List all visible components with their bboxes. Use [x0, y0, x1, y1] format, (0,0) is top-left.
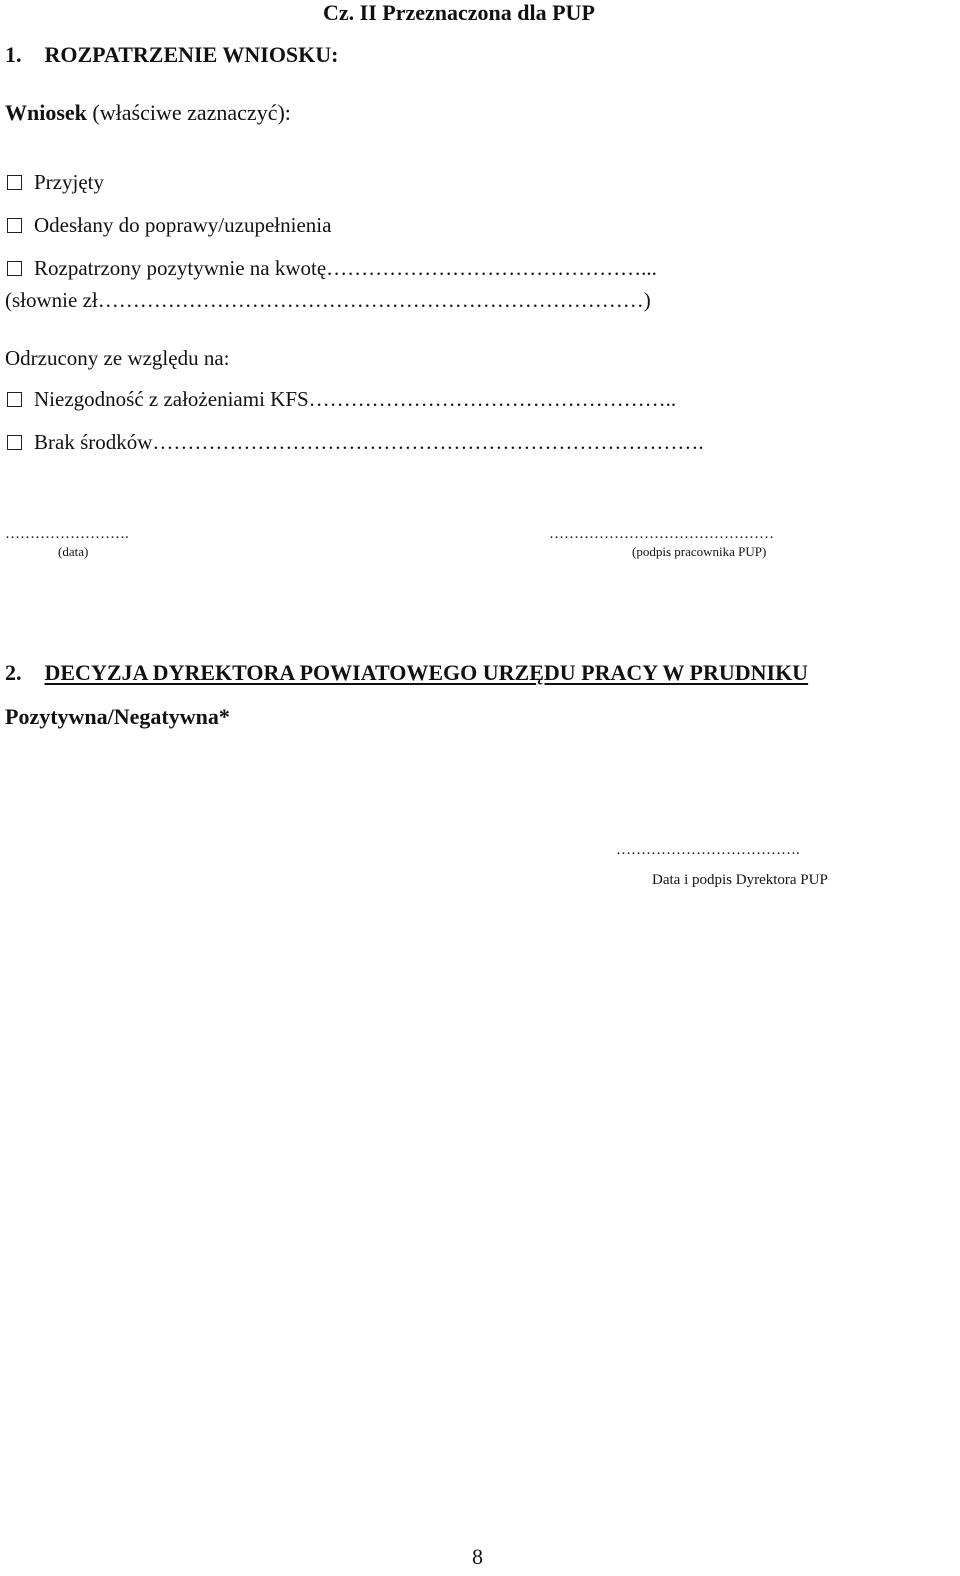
instruction-rest: (właściwe zaznaczyć): — [86, 100, 291, 125]
option-label: Przyjęty — [34, 170, 104, 194]
reject-option-funds[interactable] — [5, 430, 704, 455]
section2-number: 2. — [5, 660, 22, 685]
date-dots: ……………………. — [5, 526, 129, 542]
section1-title-text: ROZPATRZENIE WNIOSKU: — [44, 42, 339, 67]
date-caption: (data) — [58, 544, 89, 559]
option-returned[interactable] — [5, 213, 331, 238]
section1-number: 1. — [5, 42, 22, 67]
amount-in-words: (słownie zł……………………………………………………………………) — [5, 288, 651, 312]
option-label: Odesłany do poprawy/uzupełnienia — [34, 213, 332, 237]
section1-title — [5, 42, 339, 68]
page-number: 8 — [472, 1544, 483, 1569]
part-label: Cz. II Przeznaczona dla PUP — [323, 0, 595, 25]
option-label: Brak środków……………………………………………………………………. — [34, 430, 704, 454]
rejected-heading: Odrzucony ze względu na: — [5, 346, 230, 370]
director-dots: ………………………………. — [616, 842, 800, 858]
section2-title — [5, 660, 808, 686]
signature-caption: (podpis pracownika PUP) — [632, 544, 767, 559]
reject-option-kfs[interactable] — [5, 387, 676, 412]
checkbox-approved[interactable] — [7, 261, 22, 276]
instruction-line — [5, 100, 291, 126]
option-approved-amount[interactable] — [5, 256, 657, 281]
decision-text: Pozytywna/Negatywna* — [5, 704, 230, 729]
option-label: Niezgodność z założeniami KFS…………………………………………….. — [34, 387, 677, 411]
signature-dots: ……………………………………… — [549, 526, 774, 542]
checkbox-kfs[interactable] — [7, 392, 22, 407]
checkbox-accepted[interactable] — [7, 175, 22, 190]
checkbox-returned[interactable] — [7, 218, 22, 233]
checkbox-funds[interactable] — [7, 435, 22, 450]
option-accepted[interactable] — [5, 170, 104, 195]
instruction-bold: Wniosek — [5, 100, 87, 125]
section2-title-text: DECYZJA DYREKTORA POWIATOWEGO URZĘDU PRACY W PRUDNIKU — [44, 660, 809, 685]
director-caption: Data i podpis Dyrektora PUP — [652, 872, 828, 888]
option-label: Rozpatrzony pozytywnie na kwotę………………………………………... — [34, 256, 657, 280]
